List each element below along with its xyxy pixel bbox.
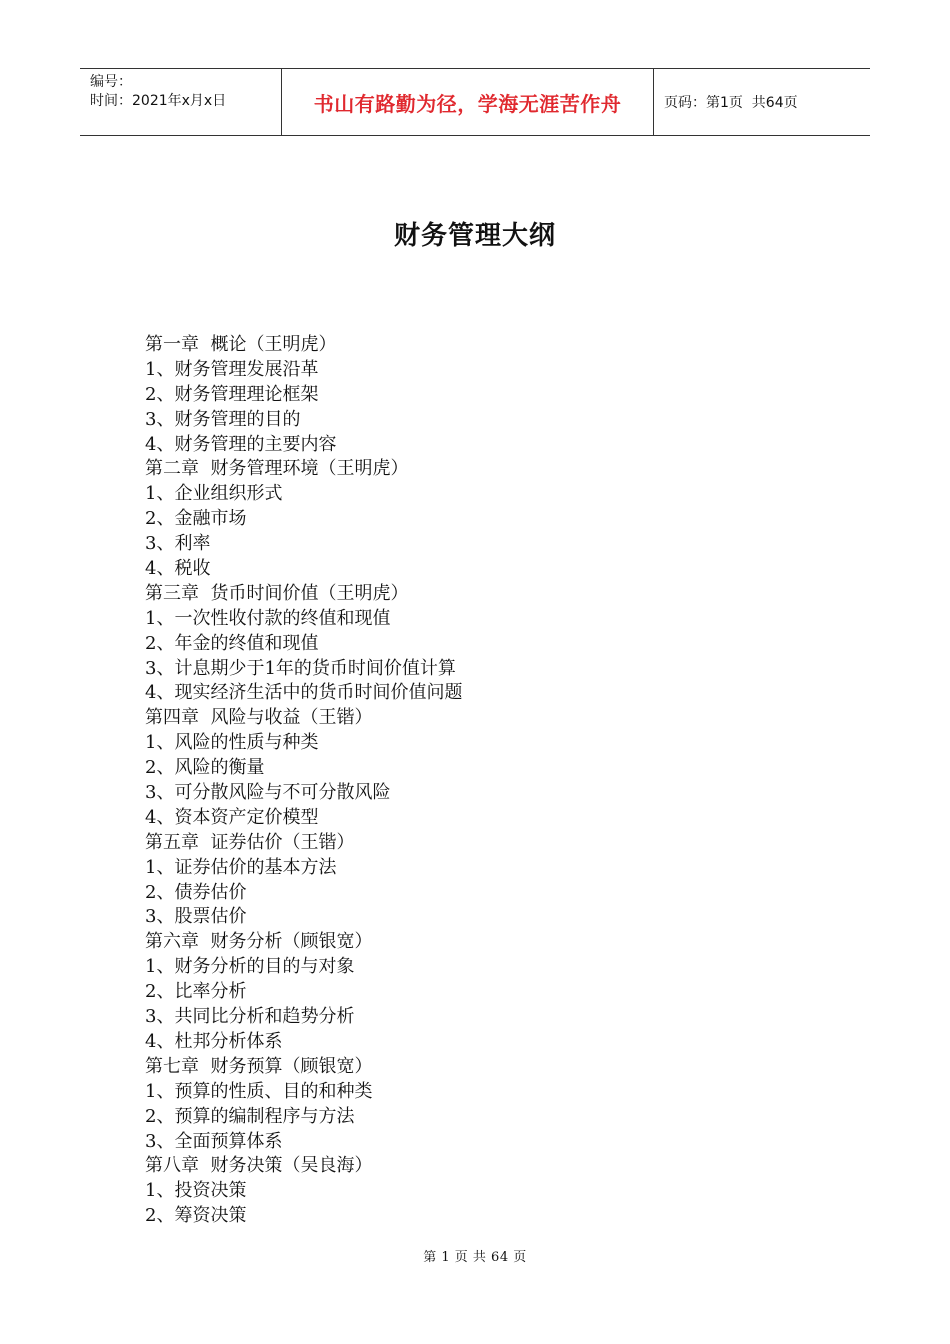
- outline-list: [145, 333, 845, 1229]
- outline-line: 第四章 风险与收益（王锴）: [145, 707, 373, 729]
- footer-page-number: 第 1 页 共 64 页: [423, 1250, 527, 1265]
- outline-line: 2、年金的终值和现值: [145, 632, 319, 654]
- document-time-label: 时间：2021年x月x日: [90, 93, 227, 109]
- outline-line: 3、计息期少于1年的货币时间价值计算: [145, 657, 456, 679]
- document-title: 财务管理大纲: [393, 221, 556, 251]
- outline-line: 2、预算的编制程序与方法: [145, 1105, 355, 1127]
- outline-line: 第七章 财务预算（顾银宽）: [145, 1055, 373, 1077]
- outline-line: 3、全面预算体系: [145, 1130, 283, 1152]
- outline-line: 1、财务分析的目的与对象: [145, 956, 355, 978]
- outline-line: 第一章 概论（王明虎）: [145, 334, 337, 355]
- outline-line: 1、预算的性质、目的和种类: [145, 1080, 373, 1102]
- document-number-label: 编号：: [90, 74, 132, 90]
- header-page-info: [654, 69, 870, 135]
- outline-line: 2、风险的衡量: [145, 757, 265, 779]
- outline-line: 3、共同比分析和趋势分析: [145, 1006, 355, 1028]
- outline-line: 1、证券估价的基本方法: [145, 856, 337, 878]
- header-motto: 书山有路勤为径，学海无涯苦作舟: [281, 69, 654, 135]
- outline-line: 3、股票估价: [145, 906, 247, 928]
- outline-line: 4、财务管理的主要内容: [145, 433, 337, 455]
- outline-line: 3、可分散风险与不可分散风险: [145, 782, 391, 804]
- header-meta: [80, 69, 281, 135]
- outline-line: 3、利率: [145, 533, 211, 555]
- outline-line: 第二章 财务管理环境（王明虎）: [145, 458, 409, 480]
- outline-line: 1、风险的性质与种类: [145, 732, 319, 754]
- page-header: [80, 68, 870, 136]
- outline-line: 第五章 证券估价（王锴）: [145, 831, 355, 853]
- outline-line: 2、债券估价: [145, 881, 247, 903]
- outline-line: 4、现实经济生活中的货币时间价值问题: [145, 682, 463, 704]
- outline-line: 4、资本资产定价模型: [145, 806, 319, 828]
- outline-line: 2、比率分析: [145, 981, 247, 1003]
- outline-line: 第六章 财务分析（顾银宽）: [145, 931, 373, 953]
- outline-line: 3、财务管理的目的: [145, 408, 301, 430]
- outline-line: 2、筹资决策: [145, 1205, 247, 1227]
- page-footer: [0, 1246, 950, 1265]
- outline-line: 1、企业组织形式: [145, 483, 283, 505]
- outline-line: 2、财务管理理论框架: [145, 383, 319, 405]
- outline-line: 1、投资决策: [145, 1180, 247, 1202]
- outline-line: 第三章 货币时间价值（王明虎）: [145, 582, 409, 604]
- outline-line: 4、税收: [145, 558, 211, 580]
- outline-line: 第八章 财务决策（吴良海）: [145, 1155, 373, 1177]
- outline-line: 2、金融市场: [145, 508, 247, 530]
- outline-line: 4、杜邦分析体系: [145, 1030, 283, 1052]
- header-page-label: 页码：第1页 共64页: [664, 95, 798, 111]
- outline-line: 1、财务管理发展沿革: [145, 358, 319, 380]
- outline-line: 1、一次性收付款的终值和现值: [145, 607, 391, 629]
